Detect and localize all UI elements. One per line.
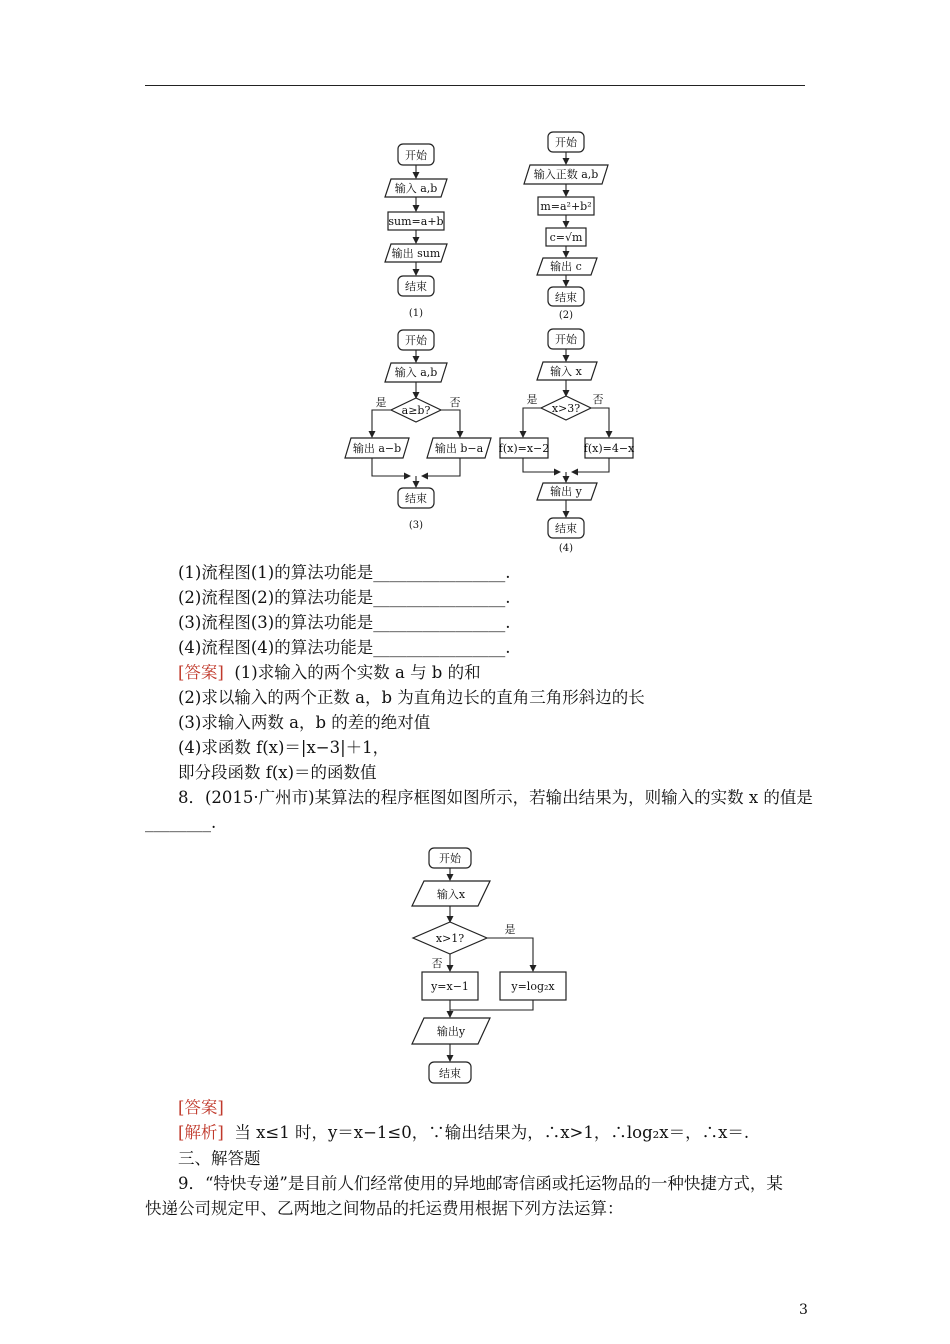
question-8-blank: ________. [145,813,217,832]
answer-2-tag: [答案] [178,1098,224,1117]
fc4-end-label: 结束 [555,522,577,535]
section-heading: 三、解答题 [178,1149,261,1168]
fc5-yes-label: 是 [504,923,516,936]
answer-1-part-3: (3)求输入两数 a，b 的差的绝对值 [178,713,431,732]
flowchart-3 [345,330,491,531]
fc3-decision-label: a≥b? [401,404,431,417]
flowchart-2 [524,132,608,321]
answer-1-part-4: (4)求函数 f(x)＝|x−3|＋1， [178,738,390,757]
question-3: (3)流程图(3)的算法功能是________________. [178,613,511,632]
fc4-no-label: 否 [592,393,604,406]
question-9-line-1: 9．“特快专递”是目前人们经常使用的异地邮寄信函或托运物品的一种快捷方式，某 [178,1174,783,1193]
fc5-no-label: 否 [431,957,443,970]
fc4-left-label: f(x)=x−2 [498,442,550,455]
fc1-start-label: 开始 [405,149,427,162]
answer-1-part-5: 即分段函数 f(x)＝的函数值 [178,763,377,782]
fc1-input-label: 输入 a,b [394,182,438,195]
fc5-start-label: 开始 [439,852,461,865]
flowchart-5 [412,848,566,1083]
answer-1-part-2: (2)求以输入的两个正数 a，b 为直角边长的直角三角形斜边的长 [178,688,645,707]
flowchart-1 [385,144,447,319]
fc1-process-label: sum=a+b [388,215,444,228]
fc4-output-label: 输出 y [550,485,582,498]
answer-1-text: (1)求输入的两个实数 a 与 b 的和 [223,663,481,682]
question-1: (1)流程图(1)的算法功能是________________. [178,563,511,582]
fc4-caption: (4) [558,543,574,554]
fc1-output-label: 输出 sum [391,247,441,260]
fc3-start-label: 开始 [405,334,427,347]
fc5-output-label: 输出y [436,1025,466,1038]
question-4: (4)流程图(4)的算法功能是________________. [178,638,511,657]
fc4-input-label: 输入 x [550,365,582,378]
page-number: 3 [799,1302,808,1318]
fc2-process-1-label: m=a²+b² [540,200,592,213]
answer-1-line [178,662,481,684]
analysis-text: 当 x≤1 时，y＝x−1≤0，∵输出结果为，∴x>1，∴log₂x＝，∴x＝. [223,1123,750,1142]
fc2-input-label: 输入正数 a,b [533,168,599,181]
fc2-end-label: 结束 [555,291,577,304]
question-8-line-1: 8．(2015·广州市)某算法的程序框图如图所示，若输出结果为，则输入的实数 x 的值是 [178,788,813,807]
analysis-tag: [解析] [178,1123,224,1142]
fc3-caption: (3) [408,520,424,531]
fc5-end-label: 结束 [439,1067,461,1080]
answer-1-tag: [答案] [178,663,224,682]
fc3-right-label: 输出 b−a [434,442,484,455]
fc2-start-label: 开始 [555,136,577,149]
fc5-input-label: 输入x [436,888,466,901]
fc5-left-label: y=x−1 [431,980,469,993]
fc3-input-label: 输入 a,b [394,366,438,379]
fc2-output-label: 输出 c [550,260,582,273]
fc3-end-label: 结束 [405,492,427,505]
analysis-line [178,1122,749,1144]
fc2-caption: (2) [558,310,574,321]
fc4-decision-label: x>3? [551,402,581,415]
fc1-caption: (1) [408,308,424,319]
question-9-line-2: 快递公司规定甲、乙两地之间物品的托运费用根据下列方法运算： [145,1199,624,1218]
fc3-no-label: 否 [449,396,461,409]
fc4-right-label: f(x)=4−x [583,442,635,455]
fc2-process-2-label: c=√m [549,231,583,244]
fc4-yes-label: 是 [526,393,538,406]
fc4-start-label: 开始 [555,333,577,346]
flowchart-4 [499,329,635,554]
question-2: (2)流程图(2)的算法功能是________________. [178,588,511,607]
fc3-yes-label: 是 [375,396,387,409]
fc3-left-label: 输出 a−b [352,442,402,455]
fc1-end-label: 结束 [405,280,427,293]
fc5-right-label: y=log₂x [511,980,555,993]
fc5-decision-label: x>1? [435,932,465,945]
